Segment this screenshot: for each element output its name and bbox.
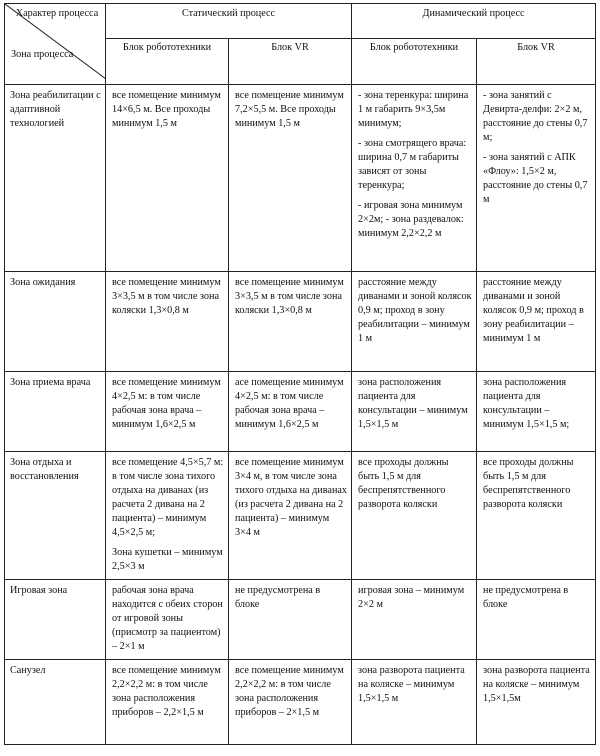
cell-paragraph: асе помещение минимум 4×2,5 м: в том числе рабочая зона врача – минимум 1,6×2,5 м [235, 377, 344, 430]
cell-paragraph: зона расположения пациента для консультации – минимум 1,5×1,5 м; [483, 377, 570, 430]
corner-header-cell [5, 4, 106, 85]
cell-paragraph: все помещение минимум 2,2×2,2 м: в том числе зона расположения приборов – 2,2×1,5 м [112, 665, 221, 718]
table-cell [352, 580, 477, 660]
table-cell [229, 272, 352, 372]
table-cell [477, 85, 596, 272]
cell-paragraph: игровая зона – минимум 2×2 м [358, 585, 465, 610]
table-cell [106, 580, 229, 660]
cell-paragraph: не предусмотрена в блоке [235, 585, 321, 610]
table-row [5, 452, 596, 580]
cell-paragraph: расстояние между диванами и зоной колясок 0,9 м; проход в зону реабилитации – минимум 1 м [358, 277, 472, 344]
cell-paragraph: все помещение минимум 4×2,5 м: в том числе рабочая зона врача – минимум 1,6×2,5 м [112, 377, 221, 430]
zone-name-cell: Зона реабилитации с адаптивной технологией [5, 85, 106, 272]
table-cell [352, 372, 477, 452]
table-cell [229, 580, 352, 660]
table-cell [477, 660, 596, 745]
cell-paragraph: - зона теренкура: ширина 1 м габарить 9×3,5м минимум; [358, 90, 469, 129]
table-cell [477, 272, 596, 372]
static-vr-header: Блок VR [229, 39, 352, 85]
cell-paragraph: зона разворота пациента на коляске – минимум 1,5×1,5 м [358, 665, 465, 704]
table-cell [477, 580, 596, 660]
zone-name-cell: Зона ожидания [5, 272, 106, 372]
table-cell [106, 272, 229, 372]
table-cell [106, 452, 229, 580]
cell-paragraph: все помещение минимум 3×3,5 м в том числе зона коляски 1,3×0,8 м [112, 277, 221, 316]
table-row [5, 372, 596, 452]
cell-paragraph: расстояние между диванами и зоной колясок 0,9 м; проход в зону реабилитации – минимум 1 м [483, 277, 584, 344]
cell-paragraph: зона разворота пациента на коляске – минимум 1,5×1,5м [483, 665, 590, 704]
table-row [5, 85, 596, 272]
zone-name-cell: Зона приема врача [5, 372, 106, 452]
cell-paragraph: зона расположения пациента для консультации – минимум 1,5×1,5 м [358, 377, 468, 430]
cell-paragraph: все проходы должны быть 1,5 м для беспрепятственного разворота коляски [483, 457, 574, 510]
process-zone-label: Зона процесса [11, 49, 74, 60]
cell-paragraph: все помещение минимум 7,2×5,5 м. Все проходы минимум 1,5 м [235, 90, 344, 129]
dynamic-vr-header: Блок VR [477, 39, 596, 85]
cell-paragraph: рабочая зона врача находится с обеих сторон от игровой зоны (присмотр за пациентом) – 2×1 м [112, 585, 223, 652]
cell-paragraph: - зона занятий с Девирта-делфи: 2×2 м, расстояние до стены 0,7 м; [483, 90, 588, 143]
dynamic-process-header: Динамический процесс [352, 4, 596, 39]
cell-paragraph: - зона занятий с АПК «Флоу»: 1,5×2 м, расстояние до стены 0,7 м [483, 152, 588, 205]
cell-paragraph: - игровая зона минимум 2×2м; - зона раздевалок: минимум 2,2×2,2 м [358, 200, 464, 239]
table-cell [229, 372, 352, 452]
cell-paragraph: все помещение минимум 3×3,5 м в том числе зона коляски 1,3×0,8 м [235, 277, 344, 316]
static-process-header: Статический процесс [106, 4, 352, 39]
table-cell [106, 85, 229, 272]
header-row [5, 4, 596, 39]
cell-paragraph: - зона смотрящего врача: ширина 0,7 м габариты зависят от зоны теренкура; [358, 138, 467, 191]
table-cell [229, 452, 352, 580]
zone-name-cell: Зона отдыха и восстановления [5, 452, 106, 580]
table-cell [477, 372, 596, 452]
table-cell [106, 660, 229, 745]
table-cell [352, 452, 477, 580]
cell-paragraph: все помещение 4,5×5,7 м: в том числе зона тихого отдыха на диванах (из расчета 2 дивана на 2 пациента) – минимум 4,5×2,5 м; [112, 457, 224, 538]
table-row [5, 272, 596, 372]
table-cell [352, 85, 477, 272]
requirements-table [4, 3, 596, 745]
zone-name-cell: Санузел [5, 660, 106, 745]
dynamic-robotics-header: Блок робототехники [352, 39, 477, 85]
table-cell [352, 660, 477, 745]
process-character-label: Характер процесса [15, 8, 99, 19]
table-row [5, 660, 596, 745]
cell-paragraph: все помещение минимум 14×6,5 м. Все проходы минимум 1,5 м [112, 90, 221, 129]
table-row [5, 580, 596, 660]
static-robotics-header: Блок робототехники [106, 39, 229, 85]
cell-paragraph: не предусмотрена в блоке [483, 585, 569, 610]
cell-paragraph: все проходы должны быть 1,5 м для беспрепятственного разворота коляски [358, 457, 449, 510]
table-cell [229, 85, 352, 272]
cell-paragraph: Зона кушетки – минимум 2,5×3 м [112, 547, 223, 572]
cell-paragraph: все помещение минимум 3×4 м, в том числе зона тихого отдыха на диванах (из расчета 2 дивана на 2 пациента) – минимум 3×4 м [235, 457, 348, 538]
cell-paragraph: все помещение минимум 2,2×2,2 м: в том числе зона расположения приборов – 2×1,5 м [235, 665, 344, 718]
zone-name-cell: Игровая зона [5, 580, 106, 660]
table-cell [106, 372, 229, 452]
table-cell [229, 660, 352, 745]
table-cell [477, 452, 596, 580]
table-cell [352, 272, 477, 372]
